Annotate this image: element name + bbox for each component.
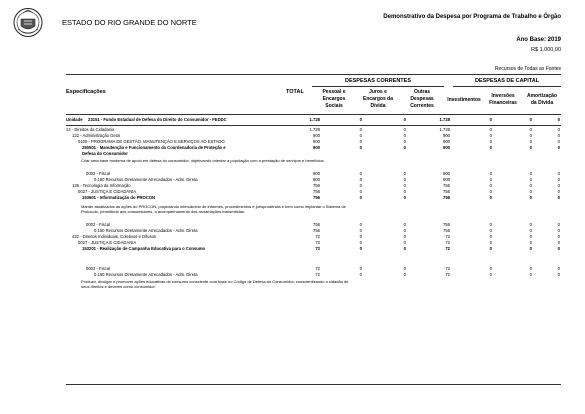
column-header-line: Juros e: [369, 89, 387, 95]
row-label: 14 - Direitos da Cidadania: [66, 127, 115, 132]
row-value: 756: [443, 183, 450, 188]
header-top-rule: [66, 74, 561, 75]
column-header-line: Sociais: [325, 103, 343, 109]
row-value: 0: [489, 171, 492, 176]
row-value: 0: [557, 228, 560, 233]
row-value: 0: [489, 246, 492, 251]
row-value: 0: [403, 266, 406, 271]
row-value: 0: [529, 195, 532, 200]
footer-rule: [66, 384, 561, 385]
row-label: 0002 - Fiscal: [86, 266, 110, 271]
row-value: 756: [443, 195, 450, 200]
column-outras: [400, 89, 444, 110]
row-value: 0: [529, 139, 532, 144]
column-investimentos: [444, 97, 484, 104]
row-value: 0: [529, 127, 532, 132]
action-description: Produzir, divulgar e promover ações educativas de consumo consciente com base no Código de Defesa do Consumidor, conscientizando o cidadão de seus direitos e deveres como consumidor.: [81, 279, 349, 290]
row-value: 0: [489, 195, 492, 200]
row-value: 0: [529, 240, 532, 245]
row-value: 900: [313, 171, 320, 176]
row-value: 900: [313, 139, 320, 144]
column-header-line: Despesas: [410, 96, 434, 102]
group-current-expenses: DESPESAS CORRENTES: [344, 78, 411, 84]
row-value: 756: [313, 189, 320, 194]
row-value: 0: [359, 272, 362, 277]
row-value: 0: [489, 183, 492, 188]
row-value: 0: [359, 222, 362, 227]
row-value: 0: [489, 266, 492, 271]
row-value: 756: [443, 228, 450, 233]
column-inversoes: [484, 93, 522, 107]
row-value: 900: [313, 145, 320, 150]
row-value: 0: [489, 234, 492, 239]
row-value: 0: [557, 272, 560, 277]
column-juros: [356, 89, 400, 110]
row-value: 0: [359, 183, 362, 188]
row-value: 0: [489, 127, 492, 132]
row-value: 0: [557, 127, 560, 132]
row-value: 0: [359, 240, 362, 245]
row-value: 0: [529, 133, 532, 138]
row-value: 900: [313, 177, 320, 182]
action-description: Manter atualizados as ações do PROCON, propiciando intercâmbio de informes, procedimentos e jurisprudência e bem como implantar o Sistema de Protocolo, permitindo aos consumidores, o acompanhamento das reclamações transmitidas.: [81, 204, 346, 215]
row-value: 0: [529, 222, 532, 227]
row-value: 0: [403, 234, 406, 239]
row-value: 0: [489, 145, 492, 150]
row-value: 0: [359, 177, 362, 182]
column-pessoal: [312, 89, 356, 110]
row-value: 0: [529, 234, 532, 239]
row-value: 756: [313, 228, 320, 233]
unidade-outras: 1.728: [439, 117, 450, 122]
table-row: [66, 151, 561, 157]
row-value: 0: [529, 266, 532, 271]
row-value: 0: [403, 222, 406, 227]
column-header-line: Correntes: [410, 103, 434, 109]
row-value: 0: [529, 183, 532, 188]
column-header-line: Outras: [413, 89, 431, 95]
header-bottom-rule: [66, 114, 561, 115]
row-label: 126 - Tecnologia da Informação: [72, 183, 131, 188]
row-value: 0: [529, 189, 532, 194]
row-value: 0: [403, 195, 406, 200]
column-header-line: Investimentos: [447, 97, 481, 103]
row-value: 0: [557, 183, 560, 188]
action-description: Criar uma base moderna de apoio em defesa do consumidor, objetivando orientar a população com a prestação de serviços e benefícios.: [81, 158, 325, 163]
row-label: 0027 - JUSTIÇA E CIDADANIA: [78, 189, 137, 194]
row-label: 122 - Administração Geral: [72, 133, 121, 138]
row-value: 0: [489, 222, 492, 227]
row-value: 756: [443, 189, 450, 194]
row-value: 0: [489, 189, 492, 194]
row-label: 422 - Direitos Individuais, Coletivos e Difusos: [72, 234, 157, 239]
row-value: 0: [557, 171, 560, 176]
group-capital-expenses: DESPESAS DE CAPITAL: [474, 78, 540, 84]
group-capital-underline: [453, 86, 561, 87]
row-value: 0: [359, 127, 362, 132]
row-value: 1.728: [309, 127, 320, 132]
row-label: 0.150 Recursos Diretamente Arrecadados - Adm. Direta: [94, 272, 198, 277]
row-value: 0: [489, 228, 492, 233]
unidade-juros: 0: [403, 117, 406, 122]
row-value: 0: [403, 133, 406, 138]
table-row: [66, 272, 561, 278]
row-value: 756: [443, 222, 450, 227]
row-value: 72: [315, 272, 320, 277]
unidade-amort: 0: [557, 117, 560, 122]
state-seal-logo: [13, 7, 43, 38]
column-header-line: Dívida: [370, 103, 386, 109]
row-value: 0: [557, 195, 560, 200]
row-value: 72: [445, 266, 450, 271]
column-specifications: Especificações: [66, 89, 106, 95]
row-value: 72: [315, 246, 320, 251]
row-value: 0: [557, 133, 560, 138]
row-value: 0: [489, 272, 492, 277]
unidade-bottom-rule: [66, 125, 561, 126]
row-value: 0: [489, 177, 492, 182]
row-value: 900: [443, 139, 450, 144]
column-total: TOTAL: [286, 89, 304, 95]
row-value: 900: [443, 177, 450, 182]
currency-unit: R$ 1.000,00: [531, 47, 561, 53]
row-value: 0: [403, 145, 406, 150]
row-value: 900: [313, 133, 320, 138]
row-value: 0: [403, 246, 406, 251]
row-label: 0.150 Recursos Diretamente Arrecadados - Adm. Direta: [94, 228, 198, 233]
row-value: 0: [359, 145, 362, 150]
state-name: ESTADO DO RIO GRANDE DO NORTE: [62, 18, 197, 27]
row-value: 0: [529, 145, 532, 150]
column-header-line: Inversões: [491, 93, 515, 99]
row-label: 0.150 Recursos Diretamente Arrecadados - Adm. Direta: [94, 177, 198, 182]
row-value: 0: [403, 139, 406, 144]
base-year: Ano Base: 2019: [516, 37, 561, 43]
row-label: 153201 - Realização de Campanha Educativa para o Consumo: [82, 246, 206, 251]
row-label: 0027 - JUSTIÇA E CIDADANIA: [78, 240, 137, 245]
row-value: 0: [529, 228, 532, 233]
report-title: Demonstrativo da Despesa por Programa de Trabalho e Órgão: [383, 14, 561, 20]
unidade-label: Unidade: [66, 117, 83, 122]
row-value: 0: [403, 177, 406, 182]
row-value: 72: [445, 234, 450, 239]
unidade-pessoal: 0: [359, 117, 362, 122]
row-value: 0: [403, 240, 406, 245]
funding-sources: Recursos de Todas as Fontes: [494, 66, 561, 72]
row-value: 0: [529, 246, 532, 251]
row-value: 0: [489, 240, 492, 245]
row-value: 1.728: [439, 127, 450, 132]
row-value: 0: [359, 133, 362, 138]
row-value: 756: [313, 195, 320, 200]
row-value: 0: [359, 195, 362, 200]
unidade-row: [66, 117, 561, 123]
row-value: 900: [443, 133, 450, 138]
row-value: 0: [557, 240, 560, 245]
column-header-line: Encargos: [322, 96, 346, 102]
row-value: 900: [443, 145, 450, 150]
row-value: 0: [489, 133, 492, 138]
row-value: 0: [359, 189, 362, 194]
row-value: 0: [557, 246, 560, 251]
column-header-line: Amortização: [526, 93, 557, 99]
row-value: 0: [403, 183, 406, 188]
row-value: 72: [445, 240, 450, 245]
unidade-invest: 0: [489, 117, 492, 122]
row-value: 0: [403, 127, 406, 132]
row-value: 72: [445, 272, 450, 277]
group-current-underline: [312, 86, 444, 87]
unidade-code: 23151 - Fundo Estadual de Defesa do Direito do Consumidor - FEDDC: [88, 117, 227, 122]
row-value: 0: [557, 189, 560, 194]
row-value: 0: [557, 145, 560, 150]
unidade-total: 1.728: [309, 117, 320, 122]
row-value: 0: [557, 139, 560, 144]
row-label: 0002 - Fiscal: [86, 222, 110, 227]
row-value: 0: [403, 189, 406, 194]
row-value: 0: [359, 171, 362, 176]
row-value: 0: [557, 266, 560, 271]
row-value: 0: [557, 234, 560, 239]
row-value: 0: [403, 228, 406, 233]
row-value: 0: [359, 266, 362, 271]
row-label: 153601 - Informatização do PROCON: [82, 195, 156, 200]
row-value: 72: [445, 246, 450, 251]
row-value: 0: [359, 234, 362, 239]
row-value: 900: [443, 171, 450, 176]
row-value: 0: [557, 177, 560, 182]
row-value: 0: [529, 177, 532, 182]
row-value: 0: [403, 171, 406, 176]
unidade-inversoes: 0: [529, 117, 532, 122]
table-row: [66, 246, 561, 252]
row-label: Defesa do Consumidor: [82, 151, 128, 156]
row-value: 0: [359, 139, 362, 144]
table-row: [66, 195, 561, 201]
row-label: 0100 - PROGRAMA DE GESTÃO, MANUTENÇÃO E SERVIÇOS AO ESTADO: [78, 139, 225, 144]
row-label: 0002 - Fiscal: [86, 171, 110, 176]
row-value: 756: [313, 222, 320, 227]
row-value: 72: [315, 266, 320, 271]
column-amortizacao: [522, 93, 562, 107]
row-value: 756: [313, 183, 320, 188]
row-value: 0: [529, 171, 532, 176]
column-header-line: da Dívida: [530, 100, 554, 106]
column-header-line: Encargos da: [362, 96, 393, 102]
column-header-line: Pessoal e: [322, 89, 346, 95]
row-value: 0: [403, 272, 406, 277]
row-value: 0: [359, 246, 362, 251]
row-value: 72: [315, 234, 320, 239]
column-header-line: Financeiras: [489, 100, 517, 106]
row-value: 0: [359, 228, 362, 233]
row-value: 0: [557, 222, 560, 227]
row-value: 72: [315, 240, 320, 245]
row-label: 250501 - Manutenção e Funcionamento da Coordenadoria de Proteção e: [82, 145, 226, 150]
row-value: 0: [529, 272, 532, 277]
row-value: 0: [489, 139, 492, 144]
